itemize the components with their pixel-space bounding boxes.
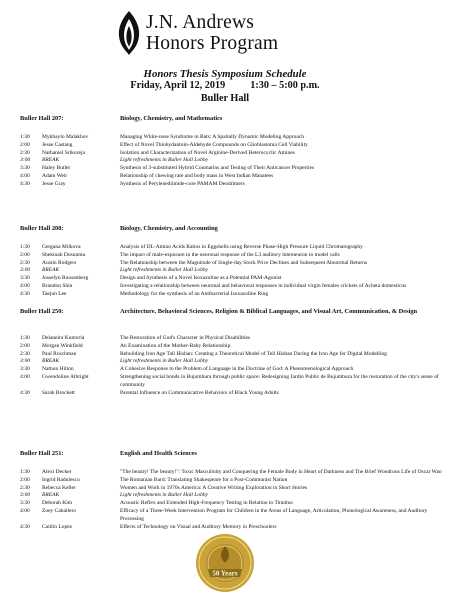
session-block — [20, 450, 440, 531]
break-label: BREAK — [42, 358, 60, 365]
schedule-rows — [20, 244, 440, 299]
schedule-venue: Buller Hall — [200, 92, 250, 104]
presenter-name: Austin Rodgers — [42, 259, 77, 266]
session-room: Buller Hall 250: — [20, 308, 64, 315]
slot-time: 3:00 — [20, 358, 31, 365]
org-name-line2: Honors Program — [146, 33, 279, 54]
slot-time: 1:30 — [20, 244, 30, 250]
thesis-title: Methodology for the synthesis of an Antibacterial Isoxazoline Ring — [120, 290, 269, 297]
thesis-title: "The beauty! The beauty!": Toxic Masculinity and Conquering the Female Body in Heart of Darkness and The Brief Wondrous Life of Oscar Wao — [120, 469, 442, 475]
schedule-time: 1:30 – 5:00 p.m. — [250, 80, 320, 92]
schedule-rows — [20, 335, 440, 397]
presenter-name: Mykhaylo Malakhov — [42, 134, 89, 140]
session-subject: Biology, Chemistry, and Mathematics — [120, 115, 223, 122]
thesis-title: Design and Synthesis of a Novel Isoxazoline as a Potential PAM-Agonist — [120, 275, 282, 282]
slot-time: 2:30 — [20, 350, 30, 357]
presenter-name: Brandon Shin — [42, 282, 73, 289]
session-header — [20, 115, 440, 126]
thesis-title: The Restoration of God's Character in Physical Disabilities — [120, 335, 251, 341]
thesis-title: An Examination of the Mother-Baby Relationship — [120, 342, 231, 349]
schedule-row — [20, 374, 440, 390]
break-label: BREAK — [42, 492, 60, 499]
schedule-row — [20, 142, 440, 150]
schedule-row — [20, 260, 440, 268]
session-header — [20, 225, 440, 236]
thesis-title: Managing White-nose Syndrome in Bats: A Spatially Dynamic Modeling Approach — [120, 134, 304, 140]
slot-time: 4:00 — [20, 282, 30, 289]
session-block — [20, 115, 440, 189]
schedule-row — [20, 469, 440, 477]
session-block — [20, 225, 440, 299]
presenter-name: Nathaniel Srikureja — [42, 149, 85, 156]
presenter-name: Rebecca Keller — [42, 484, 76, 491]
slot-time: 3:00 — [20, 267, 31, 274]
schedule-row — [20, 500, 440, 508]
slot-time: 4:30 — [20, 523, 30, 530]
thesis-title: Synthesis of Perylenediimide-core PAMAM Dendrimers — [120, 180, 245, 187]
slot-time: 2:00 — [20, 342, 30, 349]
slot-time: 1:30 — [20, 469, 30, 475]
thesis-title: Synthesis of 3-substituted Hybrid Coumarins and Testing of Their Anticancer Properties — [120, 165, 315, 172]
slot-time: 1:30 — [20, 134, 30, 140]
schedule-row — [20, 134, 440, 142]
session-subject: Biology, Chemistry, and Accounting — [120, 225, 218, 232]
break-note: Light refreshments in Buller Hall Lobby — [120, 358, 209, 365]
slot-time: 2:00 — [20, 476, 30, 483]
anniversary-seal-icon — [195, 533, 255, 593]
schedule-row — [20, 283, 440, 291]
thesis-title: Effects of Technology on Visual and Auditory Memory in Preschoolers — [120, 523, 277, 530]
presenter-name: Gwendoline Albright — [42, 373, 89, 380]
presenter-name: Sarah Brockett — [42, 389, 75, 396]
thesis-title: Efficacy of a Three-Week Intervention Program for Children in the Areas of Language, Articulation, Phonological Awareness, and Auditory Processing — [120, 507, 428, 522]
slot-time: 2:00 — [20, 141, 30, 148]
header — [0, 6, 450, 62]
program-logotype — [146, 12, 278, 54]
slot-time: 1:30 — [20, 335, 30, 341]
session-header — [20, 450, 440, 461]
thesis-title: Investigating a relationship between neuronal and behavioral responses in individual virgin females crickets of Acheta domesticus — [120, 282, 407, 289]
thesis-title: Relationship of chewing rate and body mass in West Indian Manatees — [120, 172, 274, 179]
slot-time: 3:30 — [20, 500, 30, 507]
thesis-title: Parental Influence on Communicative Behaviors of Black Young Adults — [120, 389, 279, 396]
break-label: BREAK — [42, 267, 60, 274]
schedule-row — [20, 485, 440, 493]
schedule-row — [20, 477, 440, 485]
break-note: Light refreshments in Buller Hall Lobby — [120, 492, 209, 499]
thesis-title: The Relationship between the Magnitude of Single-day Stock Price Declines and Subsequent Abnormal Returns — [120, 259, 367, 266]
schedule-row — [20, 181, 440, 189]
presenter-name: Taejun Lee — [42, 290, 67, 297]
schedule-row — [20, 244, 440, 252]
thesis-title: A Cohesive Response to the Problem of Language in the Doctrine of God: A Phenomenological Approach — [120, 366, 354, 373]
schedule-row — [20, 390, 440, 398]
schedule-date-time — [0, 80, 450, 92]
schedule-row — [20, 165, 440, 173]
schedule-title: Honors Thesis Symposium Schedule — [143, 68, 307, 80]
schedule-rows — [20, 134, 440, 189]
presenter-name: Josselyn Roosenberg — [42, 275, 89, 282]
break-label: BREAK — [42, 157, 60, 164]
slot-time: 2:30 — [20, 149, 30, 156]
thesis-title: Strengthening social bonds in Bujumbura through public space: Redesigning Jardin Public de Bujumbura for the restoration of the city's sense of community — [120, 373, 439, 388]
thesis-title: The impact of male-exposure in the neuronal response of the L3 auditory interneuron to model calls — [120, 251, 340, 258]
thesis-title: Isolation and Characterization of Novel Arginine-Derived Heterocyclic Amines — [120, 149, 295, 156]
presenter-name: Paul Roschman — [42, 350, 77, 357]
slot-time: 3:30 — [20, 275, 30, 282]
presenter-name: Ingrid Radulescu — [42, 476, 80, 483]
flame-logo-icon — [114, 10, 144, 56]
slot-time: 2:30 — [20, 484, 30, 491]
slot-time: 3:00 — [20, 157, 31, 164]
schedule-row — [20, 524, 440, 532]
session-subject: English and Health Sciences — [120, 450, 197, 457]
presenter-name: Morgan Winkfield — [42, 342, 83, 349]
presenter-name: Jesse Castang — [42, 141, 73, 148]
thesis-title: Rebuilding Iron Age Tall Hisban: Creating a Theoretical Model of Tell Hisban During the Iron Age for Digital Modelling — [120, 350, 387, 357]
slot-time: 4:00 — [20, 172, 30, 179]
break-note: Light refreshments in Buller Hall Lobby — [120, 267, 209, 274]
presenter-name: Caitlin Lopez — [42, 523, 73, 530]
presenter-name: Delaneira Kuntoria — [42, 335, 85, 341]
presenter-name: Zoey Caballero — [42, 507, 77, 514]
session-block — [20, 308, 440, 397]
slot-time: 2:00 — [20, 251, 30, 258]
seal-label: 50 Years — [212, 569, 238, 578]
presenter-name: Alexi Decker — [42, 469, 72, 475]
schedule-row — [20, 335, 440, 343]
thesis-title: Effect of Novel Thiohydantoin-Aldehyde Compounds on Glioblastoma Cell Viability — [120, 141, 308, 148]
slot-time: 3:30 — [20, 366, 30, 373]
presenter-name: Nathon Hilton — [42, 366, 74, 373]
slot-time: 4:00 — [20, 507, 30, 514]
session-room: Buller Hall 207: — [20, 115, 64, 122]
thesis-title: Analysis of DL-Amino Acids Ratios in Eggshells using Reverse Phase-High Pressure Liquid Chromatography — [120, 244, 363, 250]
thesis-title: Women and Work in 1970s America: A Creative Writing Exploration in Short Stories — [120, 484, 308, 491]
schedule-row — [20, 252, 440, 260]
presenter-name: Deborah Kim — [42, 500, 73, 507]
slot-time: 3:30 — [20, 165, 30, 172]
thesis-title: The Romanian Bard: Translating Shakespeare for a Post-Communist Nation — [120, 476, 288, 483]
schedule-date: Friday, April 12, 2019 — [130, 80, 226, 92]
session-room: Buller Hall 208: — [20, 225, 64, 232]
break-note: Light refreshments in Buller Hall Lobby — [120, 157, 209, 164]
schedule-row — [20, 366, 440, 374]
presenter-name: Shekinah Dosunmu — [42, 251, 86, 258]
schedule-row — [20, 275, 440, 283]
thesis-title: Acoustic Reflex and Extended High-Frequency Testing in Relation to Tinnitus — [120, 500, 293, 507]
schedule-titles — [0, 68, 450, 105]
presenter-name: Adam Weir — [42, 172, 68, 179]
schedule-row — [20, 291, 440, 299]
slot-time: 3:00 — [20, 492, 31, 499]
schedule-row — [20, 343, 440, 351]
slot-time: 4:30 — [20, 180, 30, 187]
schedule-row — [20, 351, 440, 359]
presenter-name: Gergana Milkova — [42, 244, 81, 250]
session-subject: Architecture, Behavioral Sciences, Religion & Biblical Languages, and Visual Art, Communication, & Design — [120, 308, 418, 315]
session-header — [20, 308, 440, 327]
schedule-row — [20, 508, 440, 524]
schedule-row — [20, 173, 440, 181]
schedule-rows — [20, 469, 440, 531]
org-name-line1: J.N. Andrews — [146, 12, 255, 33]
schedule-row — [20, 150, 440, 158]
slot-time: 4:30 — [20, 290, 30, 297]
slot-time: 4:30 — [20, 389, 30, 396]
session-room: Buller Hall 251: — [20, 450, 64, 457]
slot-time: 4:00 — [20, 373, 30, 380]
presenter-name: Jesse Gray — [42, 180, 66, 187]
slot-time: 2:30 — [20, 259, 30, 266]
presenter-name: Haley Butler — [42, 165, 71, 172]
